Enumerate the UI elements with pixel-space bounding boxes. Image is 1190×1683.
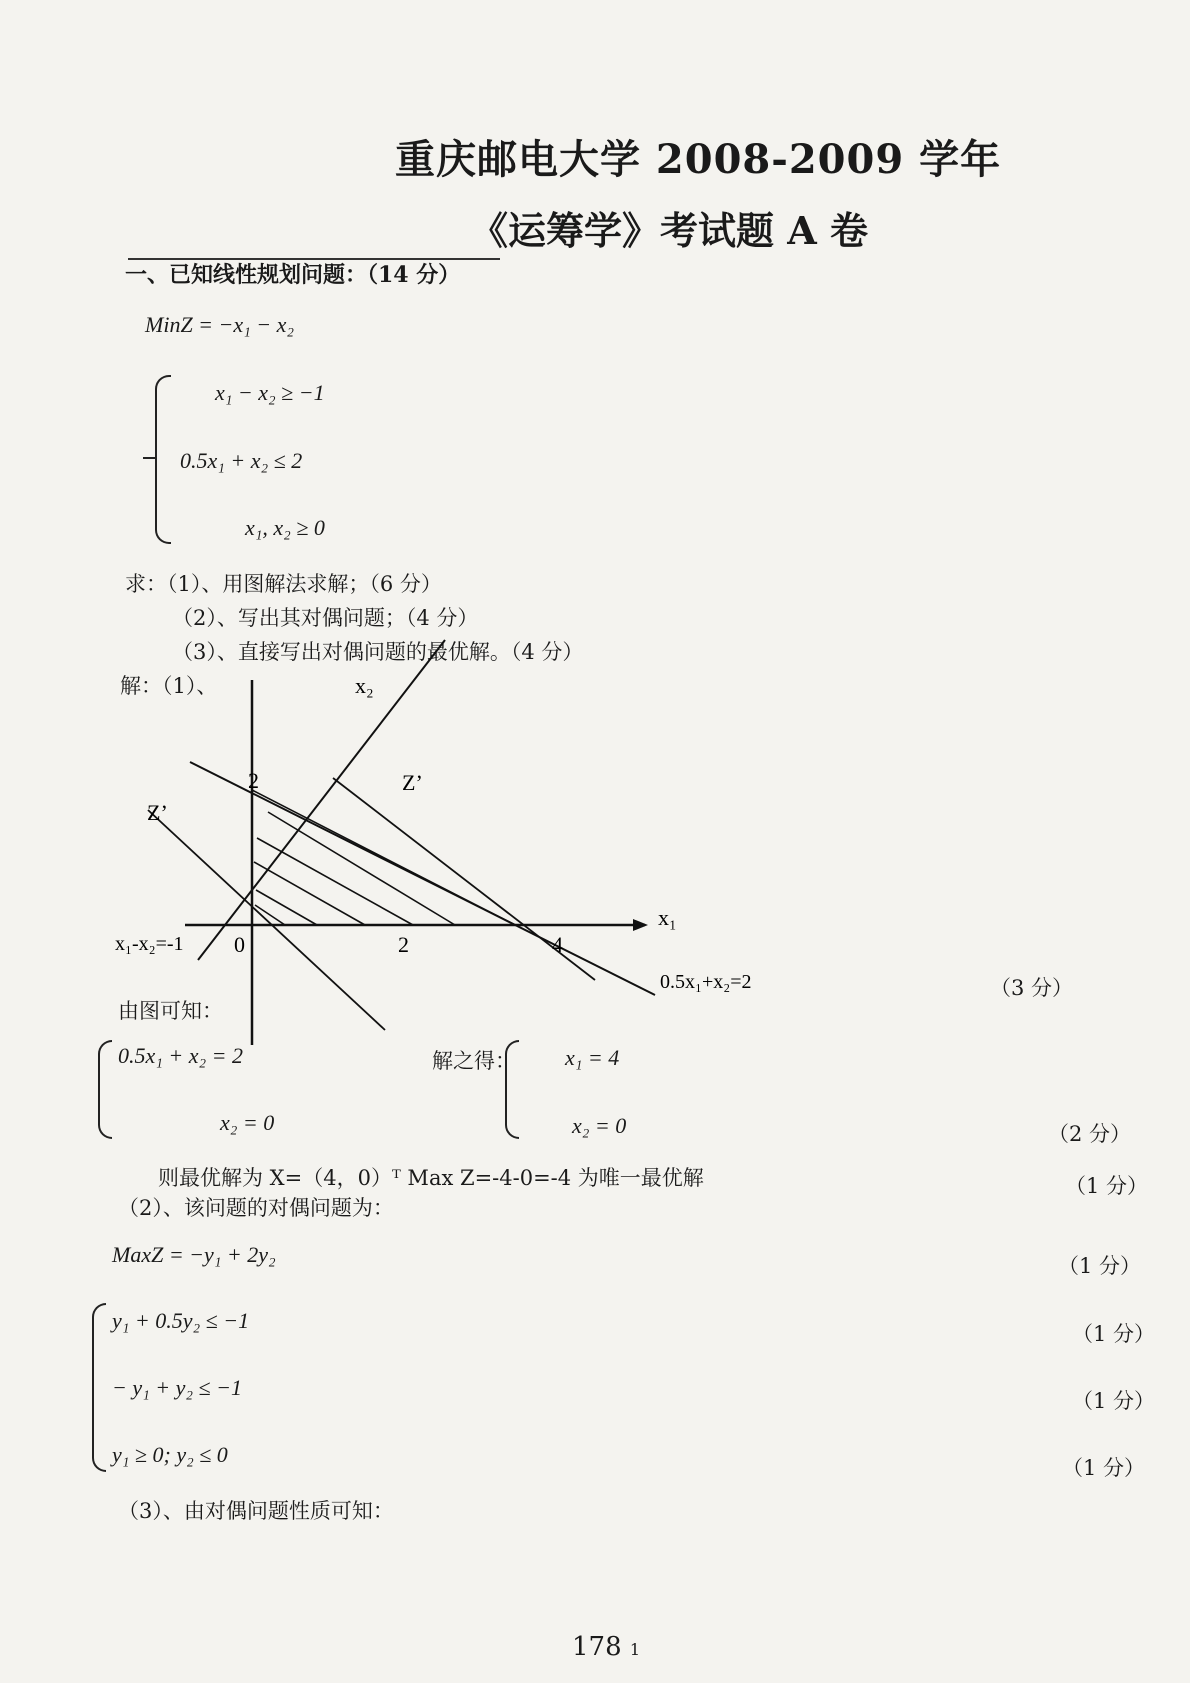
line1-label: x₁-x₂=-1 [115,933,184,955]
shade-line-2 [268,812,455,925]
constraint-3: x₁, x₂ ≥ 0 [245,515,325,540]
system-left-brace [98,1040,112,1139]
x2-axis-label: x₂ [355,673,374,698]
dual-constraint-3: y₁ ≥ 0; y₂ ≤ 0 [112,1442,228,1467]
score-dual-c2: （1 分） [1072,1389,1156,1413]
optimal-solution: 则最优解为 X=（4，0）ᵀ Max Z=-4-0=-4 为唯一最优解 [158,1166,704,1190]
constraint-2: 0.5x₁ + x₂ ≤ 2 [180,448,303,473]
dual-constraint-2: − y₁ + y₂ ≤ −1 [112,1375,242,1400]
score-system: （2 分） [1048,1122,1132,1146]
request-2: （2）、写出其对偶问题；（4 分） [172,606,479,630]
tick-x-2: 2 [398,932,409,957]
score-dual-c1: （1 分） [1072,1322,1156,1346]
shade-line-3 [257,838,413,925]
exam-title-line2: 《运筹学》考试题 A 卷 [470,208,868,253]
request-1: 求：（1）、用图解法求解；（6 分） [125,572,442,596]
x1-axis-label: x₁ [658,905,677,930]
z-label-left: Z’ [147,800,168,825]
tick-y-2: 2 [248,768,259,793]
score-dual-c3: （1 分） [1062,1456,1146,1480]
line2-label: 0.5x₁+x₂=2 [660,971,752,993]
shade-line-6 [255,905,285,925]
dual-objective: MaxZ = −y₁ + 2y₂ [112,1242,276,1267]
dual-constraint-1: y₁ + 0.5y₂ ≤ −1 [112,1308,250,1333]
solve-text: 解之得： [432,1049,516,1073]
problem-heading: 一、已知线性规划问题：（14 分） [125,262,461,288]
system-right-brace [505,1040,519,1139]
dual-heading: （2）、该问题的对偶问题为： [118,1196,394,1220]
solution-label: 解：（1）、 [120,674,218,698]
dual-constraint-brace [92,1303,106,1472]
page-number-sub: 1 [629,1640,641,1659]
score-dual-objective: （1 分） [1058,1254,1142,1278]
score-optimal: （1 分） [1065,1174,1149,1198]
score-graph: （3 分） [990,976,1074,1000]
tick-origin: 0 [234,932,245,957]
exam-title-line1: 重庆邮电大学 2008-2009 学年 [395,136,1002,183]
tick-x-4: 4 [552,932,563,957]
system-right-eq2: x₂ = 0 [572,1113,627,1138]
page-number-main: 178 [572,1632,622,1662]
part3-text: （3）、由对偶问题性质可知： [118,1499,394,1523]
line-x1-minus-x2 [198,640,445,960]
objective-min: MinZ = −x₁ − x₂ [145,312,295,337]
system-left-eq1: 0.5x₁ + x₂ = 2 [118,1043,244,1068]
system-right-eq1: x₁ = 4 [565,1045,620,1070]
from-graph-text: 由图可知： [118,999,223,1023]
request-3: （3）、直接写出对偶问题的最优解。（4 分） [172,640,584,664]
page-number [572,1632,640,1662]
system-left-eq2: x₂ = 0 [220,1110,275,1135]
x1-axis-arrow [633,919,648,931]
constraint-1: x₁ − x₂ ≥ −1 [215,380,325,405]
z-label-right: Z’ [402,770,423,795]
